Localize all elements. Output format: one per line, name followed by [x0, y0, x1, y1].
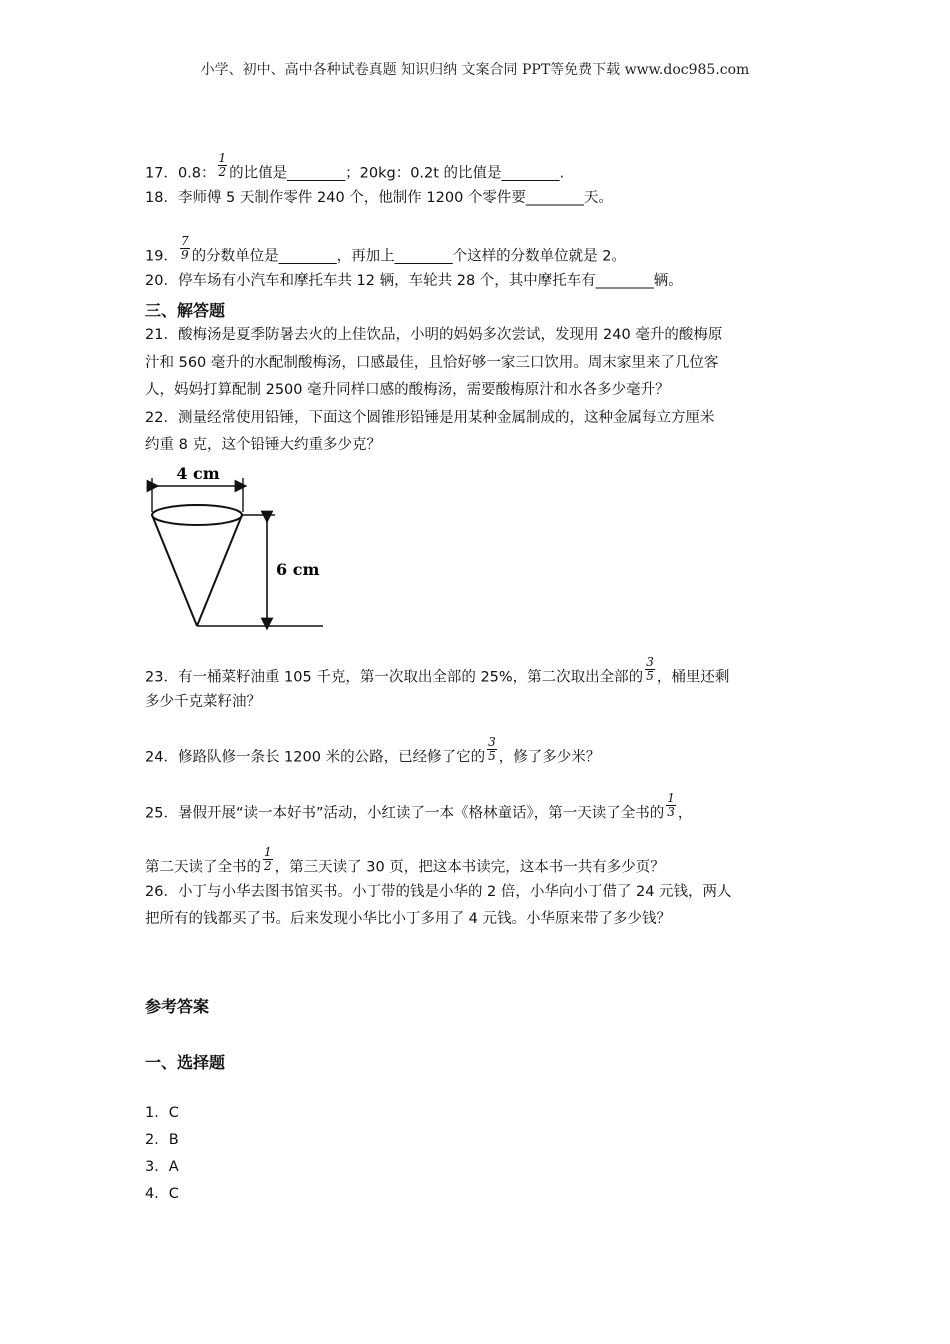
q19-text: 的分数单位是________，再加上________个这样的分数单位就是 2。 [191, 248, 626, 265]
answers-title: 参考答案 [145, 997, 210, 1016]
cone-figure [145, 460, 335, 632]
fraction: $\frac{7}{9}$ [180, 234, 189, 262]
q24-part-a: 24．修路队修一条长 1200 米的公路，已经修了它的 [145, 749, 486, 766]
question-23-line-2: 多少千克菜籽油？ [145, 694, 261, 710]
q25-part-d: ，第三天读了 30 页，把这本书读完，这本书一共有多少页？ [274, 859, 665, 876]
q17-part-a: 17．0.8： [145, 165, 216, 182]
cone-base [152, 505, 242, 525]
question-22-line-1: 22．测量经常使用铅锤，下面这个圆锥形铅锤是用某种金属制成的，这种金属每立方厘米 [145, 410, 715, 426]
question-19 [145, 234, 626, 270]
q24-part-b: ，修了多少米？ [498, 749, 601, 766]
answer-item: 4．C [145, 1186, 179, 1202]
question-26-line-2: 把所有的钱都买了书。后来发现小华比小丁多用了 4 元钱。小华原来带了多少钱？ [145, 911, 671, 927]
fraction: $\frac{1}{2}$ [264, 845, 272, 873]
fraction: $\frac{1}{2}$ [218, 151, 227, 179]
question-26-line-1: 26．小丁与小华去图书馆买书。小丁带的钱是小华的 2 倍，小华向小丁借了 24 元钱，两人 [145, 884, 732, 900]
question-21-line-3: 人，妈妈打算配制 2500 毫升同样口感的酸梅汤，需要酸梅原汁和水各多少毫升？ [145, 382, 670, 398]
fraction: $\frac{3}{5}$ [646, 655, 654, 683]
q23-part-b: ，桶里还剩 [656, 669, 730, 686]
diameter-label: 4 cm [176, 464, 220, 483]
question-24 [145, 735, 601, 771]
answers-section: 一、选择题 [145, 1053, 226, 1072]
q19-number: 19． [145, 248, 178, 265]
answer-item: 1．C [145, 1105, 179, 1121]
question-25-line-1 [145, 791, 693, 827]
cone-side-left [152, 515, 197, 626]
q25-part-c: 第二天读了全书的 [145, 859, 261, 876]
question-20: 20．停车场有小汽车和摩托车共 12 辆，车轮共 28 个，其中摩托车有________辆。 [145, 273, 683, 289]
q25-part-b: ， [677, 805, 693, 822]
answer-item: 3．A [145, 1159, 179, 1175]
page-header: 小学、初中、高中各种试卷真题 知识归纳 文案合同 PPT等免费下载 www.doc985.com [200, 62, 750, 78]
question-25-line-2 [145, 845, 665, 881]
question-22-line-2: 约重 8 克，这个铅锤大约重多少克？ [145, 437, 381, 453]
q25-part-a: 25．暑假开展“读一本好书”活动，小红读了一本《格林童话》，第一天读了全书的 [145, 805, 665, 822]
cone-side-right [197, 515, 242, 626]
q17-part-b: 的比值是________；20kg：0.2t 的比值是________. [229, 165, 565, 182]
fraction: $\frac{1}{3}$ [667, 791, 675, 819]
question-18: 18．李师傅 5 天制作零件 240 个，他制作 1200 个零件要________天。 [145, 190, 613, 206]
question-21-line-2: 汁和 560 毫升的水配制酸梅汤，口感最佳，且恰好够一家三口饮用。周末家里来了几位客 [145, 355, 719, 371]
question-21-line-1: 21．酸梅汤是夏季防暑去火的上佳饮品，小明的妈妈多次尝试，发现用 240 毫升的酸梅原 [145, 327, 723, 343]
q23-part-a: 23．有一桶菜籽油重 105 千克，第一次取出全部的 25%，第二次取出全部的 [145, 669, 644, 686]
height-label: 6 cm [276, 560, 320, 579]
fraction: $\frac{3}{5}$ [488, 735, 496, 763]
section-title: 三、解答题 [145, 301, 226, 320]
answer-item: 2．B [145, 1132, 179, 1148]
question-23-line-1 [145, 655, 730, 691]
question-17 [145, 151, 565, 187]
